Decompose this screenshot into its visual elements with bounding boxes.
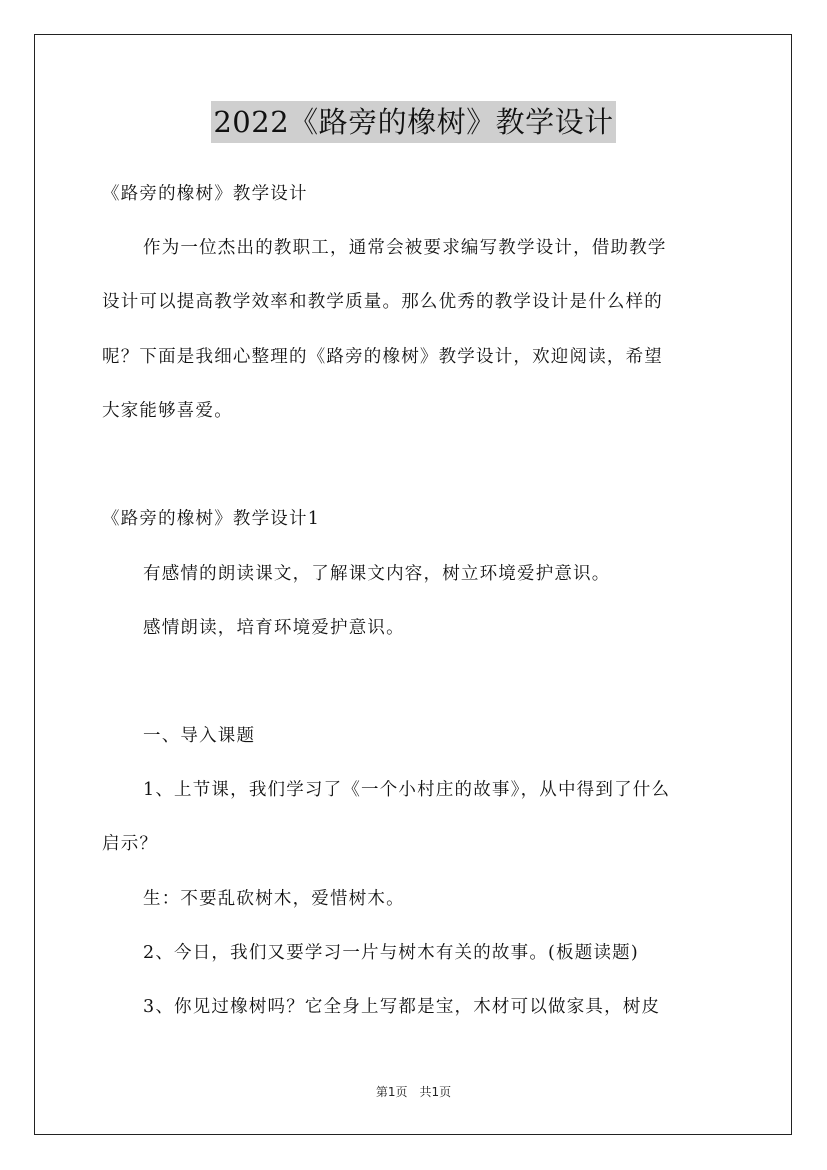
paragraph-line: 1、上节课，我们学习了《一个小村庄的故事》，从中得到了什么 bbox=[143, 780, 671, 800]
paragraph-line: 2、今日，我们又要学习一片与树木有关的故事。(板题读题) bbox=[143, 943, 639, 963]
paragraph-line: 设计可以提高教学效率和教学质量。那么优秀的教学设计是什么样的 bbox=[102, 292, 663, 312]
paragraph-line: 呢？下面是我细心整理的《路旁的橡树》教学设计，欢迎阅读，希望 bbox=[102, 347, 663, 367]
paragraph-line: 作为一位杰出的教职工，通常会被要求编写教学设计，借助教学 bbox=[143, 238, 667, 258]
section-heading-design-1: 《路旁的橡树》教学设计1 bbox=[102, 509, 321, 529]
paragraph-line: 感情朗读，培育环境爱护意识。 bbox=[143, 618, 405, 638]
title-container bbox=[0, 101, 827, 143]
document-title: 2022《路旁的橡树》教学设计 bbox=[211, 101, 615, 143]
paragraph-line: 3、你见过橡树吗？它全身上写都是宝，木材可以做家具，树皮 bbox=[143, 997, 661, 1017]
paragraph-line: 启示？ bbox=[102, 834, 159, 854]
paragraph-line: 生：不要乱砍树木，爱惜树木。 bbox=[143, 889, 405, 909]
page-footer: 第1页 共1页 bbox=[375, 1085, 452, 1099]
paragraph-line: 有感情的朗读课文，了解课文内容，树立环境爱护意识。 bbox=[143, 564, 611, 584]
section-heading-step-1: 一、导入课题 bbox=[143, 726, 256, 746]
section-heading-intro: 《路旁的橡树》教学设计 bbox=[102, 184, 308, 204]
paragraph-line: 大家能够喜爱。 bbox=[102, 401, 233, 421]
